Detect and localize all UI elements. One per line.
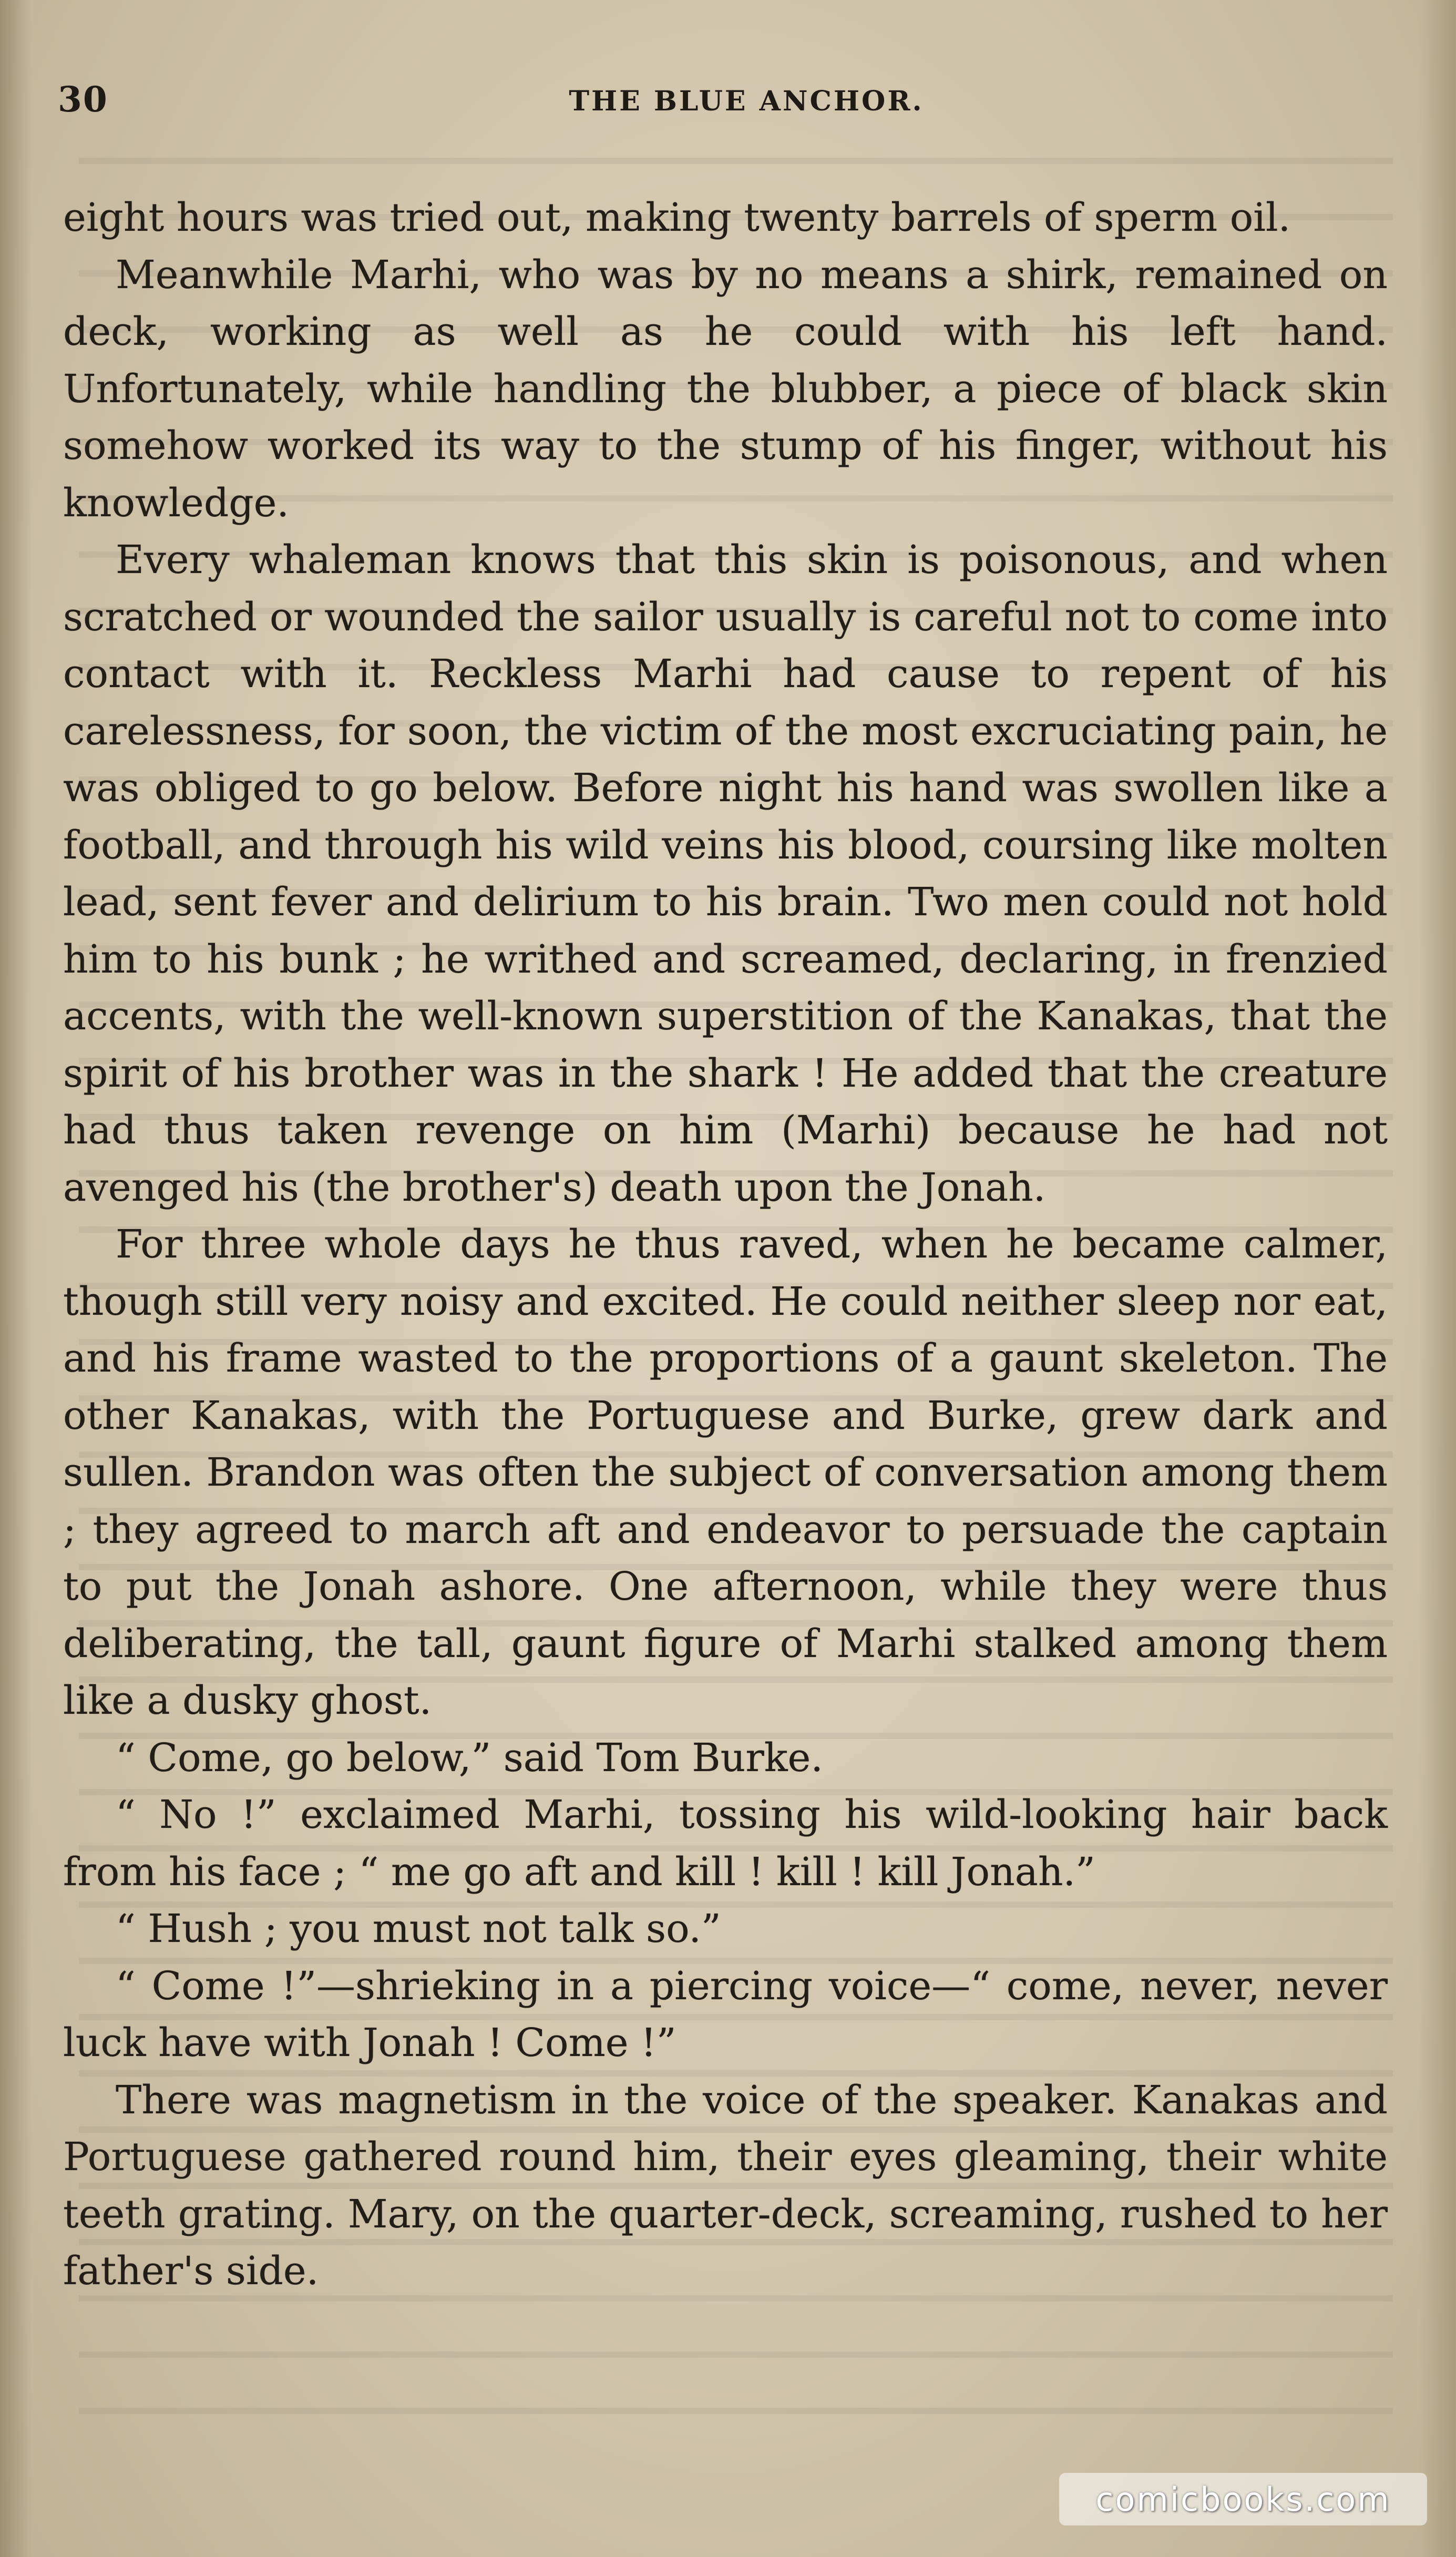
paragraph: “ Hush ; you must not talk so.”: [116, 1906, 721, 1951]
paragraph: eight hours was tried out, making twenty barrels of sperm oil.: [63, 195, 1291, 240]
paragraph: Meanwhile Marhi, who was by no means a shirk, remained on deck, working as well as he could with his left hand. Unfortunately, while handling the blubber, a piece of black skin somehow worked its way to the stump of his finger, without his knowledge.: [63, 252, 1388, 526]
page-header: [58, 79, 1403, 121]
paragraph: Every whaleman knows that this skin is poisonous, and when scratched or wounded the sailor usually is careful not to come into contact with it. Reckless Marhi had cause to repent of his carelessness, for soon, the victim of the most excruciating pain, he was obliged to go below. Before night his hand was swollen like a football, and through his wild veins his blood, coursing like molten lead, sent fever and delirium to his brain. Two men could not hold him to his bunk ; he writhed and screamed, declaring, in frenzied accents, with the well-known superstition of the Kanakas, that the spirit of his brother was in the shark ! He added that the creature had thus taken revenge on him (Marhi) because he had not avenged his (the brother's) death upon the Jonah.: [63, 537, 1388, 1210]
paragraph: “ No !” exclaimed Marhi, tossing his wild-looking hair back from his face ; “ me go aft and kill ! kill ! kill Jonah.”: [63, 1792, 1388, 1895]
paragraph: “ Come !”—shrieking in a piercing voice—“ come, never, never luck have with Jonah ! Come !”: [63, 1963, 1388, 2065]
body-text: [63, 189, 1388, 2300]
page-edge-shadow: [1419, 0, 1456, 2557]
page-gutter-shadow: [0, 0, 32, 2557]
running-title: THE BLUE ANCHOR.: [569, 85, 924, 117]
paragraph: For three whole days he thus raved, when he became calmer, though still very noisy and excited. He could neither sleep nor eat, and his frame wasted to the proportions of a gaunt skeleton. The other Kanakas, with the Portuguese and Burke, grew dark and sullen. Brandon was often the subject of conversation among them ; they agreed to march aft and endeavor to persuade the captain to put the Jonah ashore. One afternoon, while they were thus deliberating, the tall, gaunt figure of Marhi stalked among them like a dusky ghost.: [63, 1222, 1388, 1723]
paragraph: There was magnetism in the voice of the speaker. Kanakas and Portuguese gathered round him, their eyes gleaming, their white teeth grating. Mary, on the quarter-deck, screaming, rushed to her father's side.: [63, 2077, 1388, 2294]
paragraph: “ Come, go below,” said Tom Burke.: [116, 1735, 823, 1781]
page-number: 30: [58, 79, 108, 120]
watermark: [1059, 2473, 1427, 2525]
watermark-text: comicbooks.com: [1095, 2480, 1391, 2519]
